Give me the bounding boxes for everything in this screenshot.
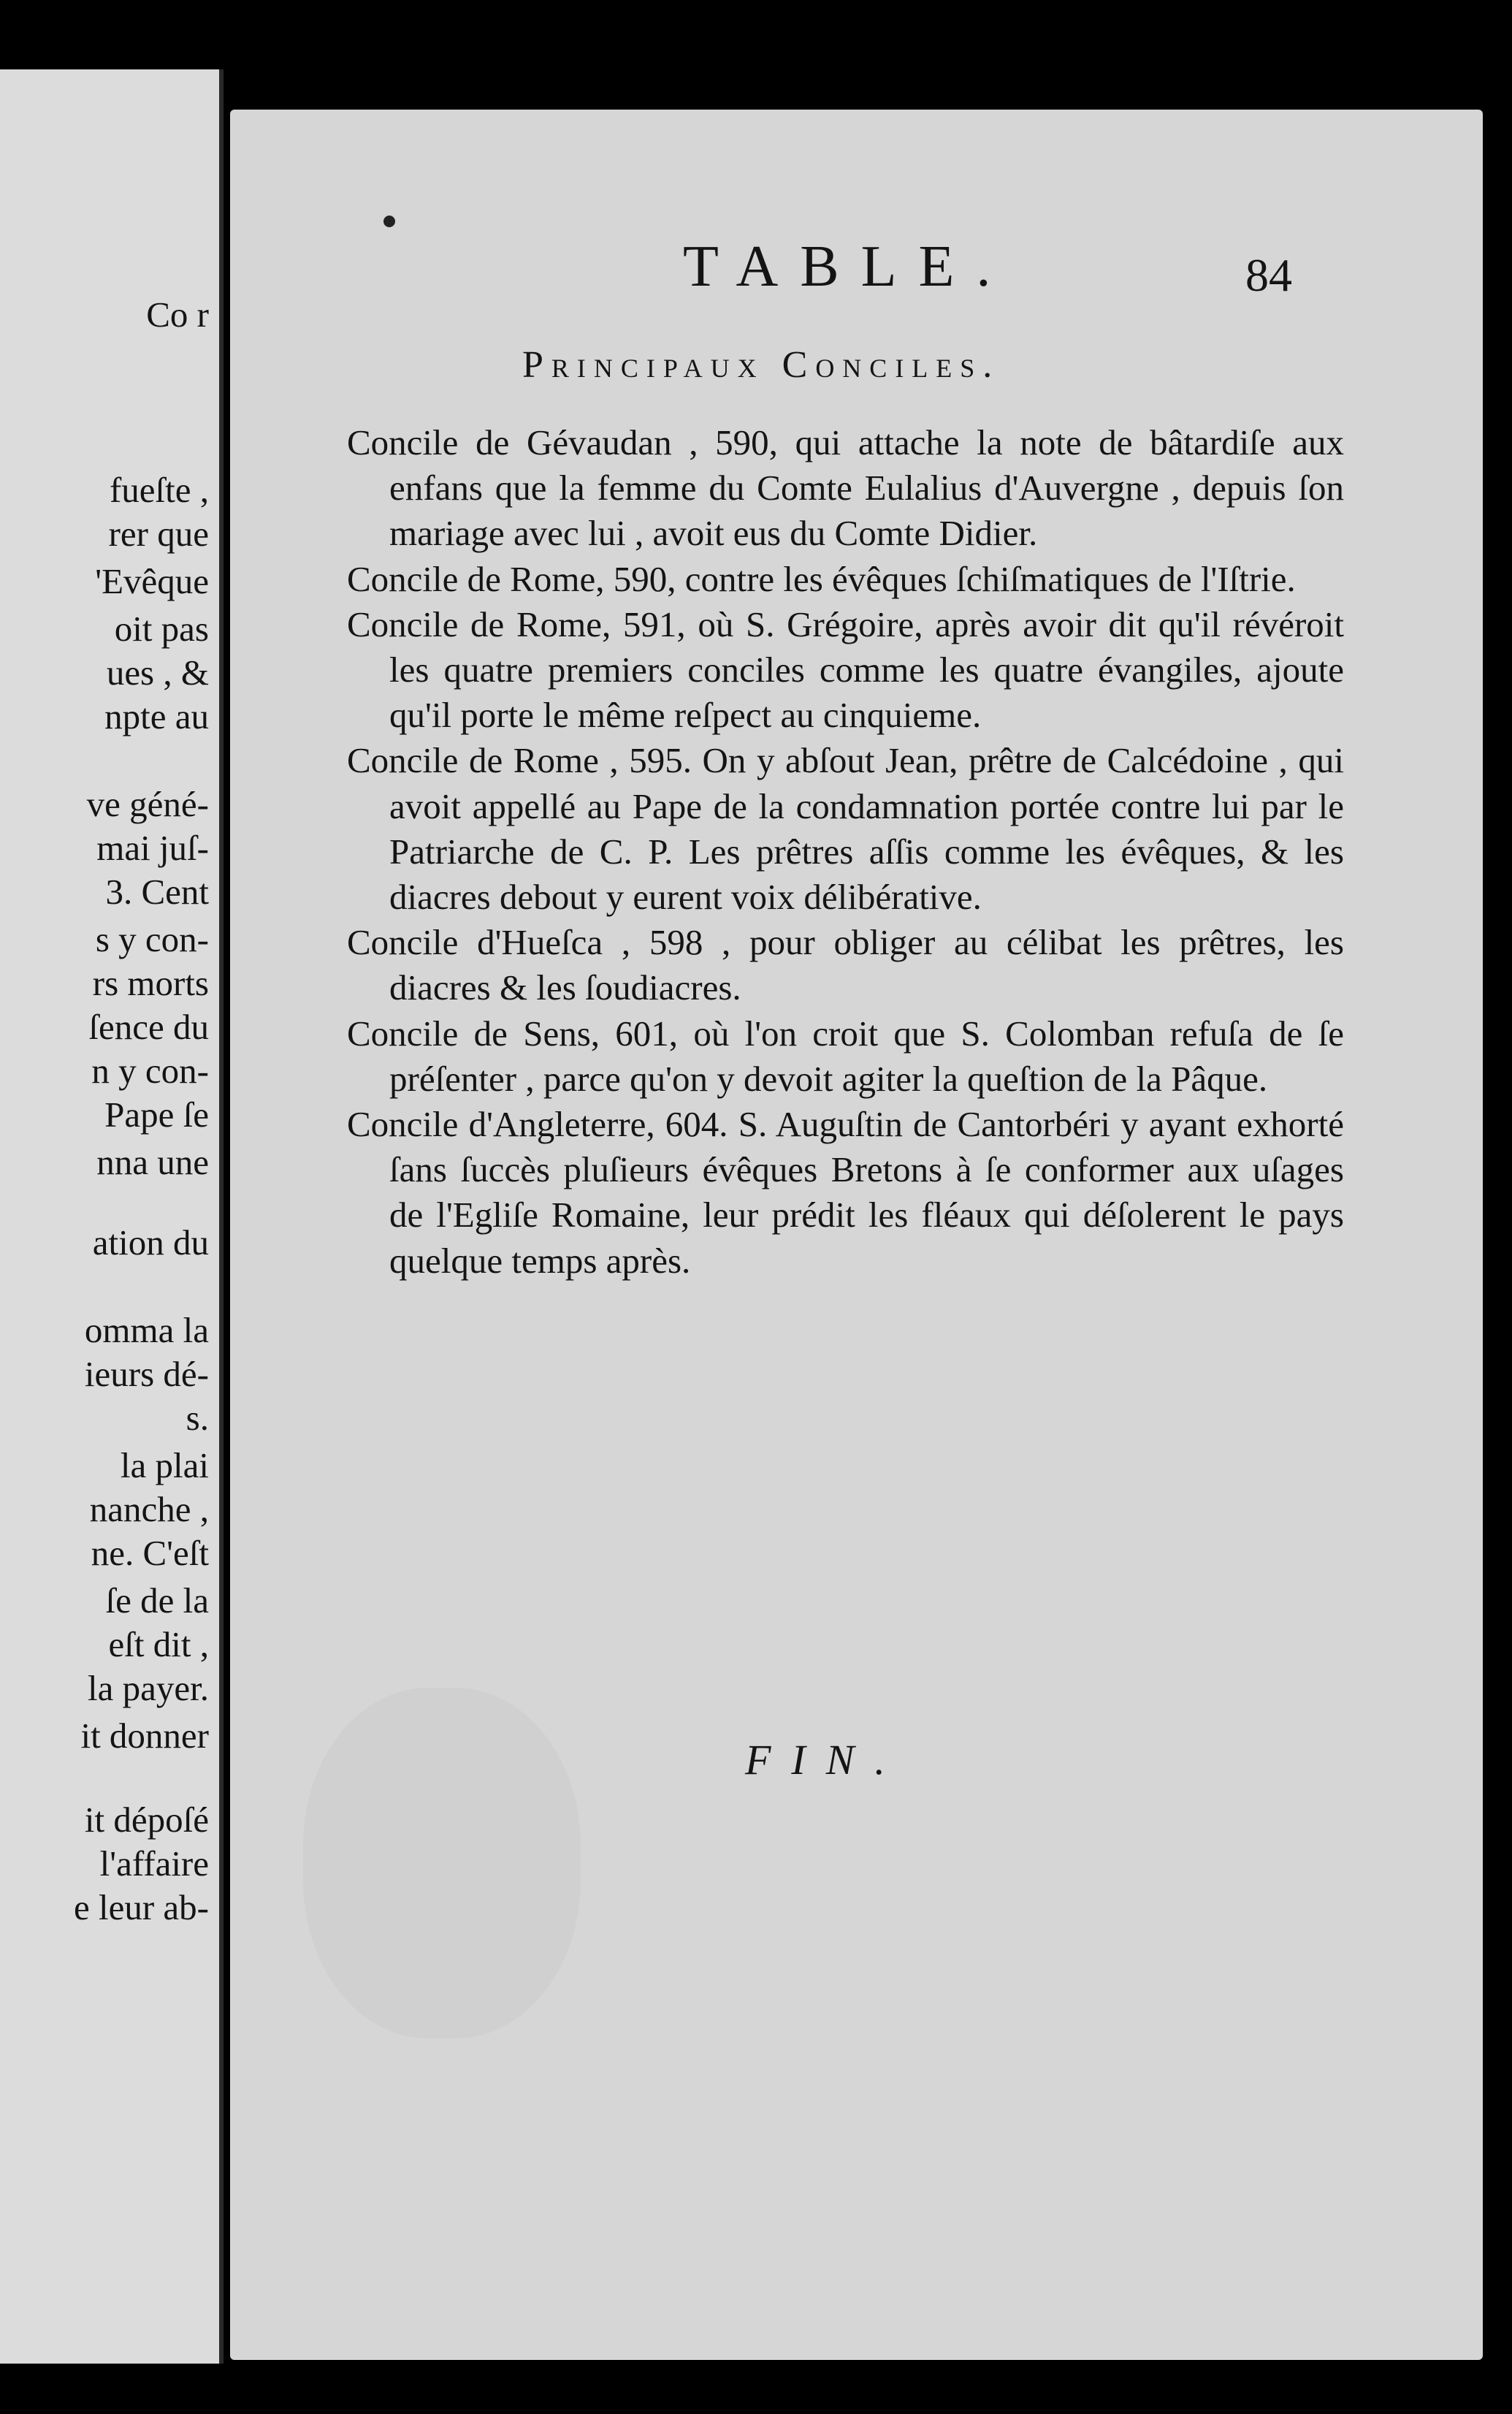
council-entry: Concile de Rome, 590, contre les évêques ſchiſmatiques de l'Iſtrie.	[347, 558, 1296, 599]
page-number: 84	[1245, 249, 1292, 301]
page	[230, 110, 1483, 2360]
left-page-line: nanche ,	[89, 1489, 209, 1529]
running-head-title: TABLE.	[683, 235, 1013, 299]
fin-mark: FIN.	[745, 1736, 906, 1783]
left-page-line: it donner	[80, 1716, 209, 1756]
left-page-line: s.	[186, 1398, 209, 1438]
left-page-line: Pape ſe	[104, 1094, 209, 1135]
left-page-line: mai juſ-	[96, 828, 209, 868]
left-page-line: ve géné-	[86, 784, 209, 824]
section-title: Principaux Conciles.	[522, 344, 1001, 386]
left-page-line: rer que	[108, 514, 209, 554]
left-page-line: la plai	[120, 1445, 209, 1485]
left-page-line: 3. Cent	[105, 872, 209, 912]
left-page-line: s y con-	[95, 919, 209, 959]
left-page-line: omma la	[84, 1310, 209, 1350]
ink-spot	[383, 216, 395, 227]
left-page-line: nna une	[96, 1142, 209, 1182]
council-entry: Concile d'Hueſca , 598 , pour obliger au célibat les prêtres, les diacres & les ſoudiacres.	[347, 922, 1344, 1008]
left-page-line: ues , &	[106, 652, 209, 693]
left-page-line: npte au	[104, 696, 209, 736]
left-page-line: e leur ab-	[74, 1887, 209, 1927]
left-page-line: ne. C'eſt	[91, 1533, 209, 1573]
left-page-line: rs morts	[92, 963, 209, 1003]
left-page-line: l'affaire	[99, 1843, 209, 1884]
left-page-line: n y con-	[91, 1051, 209, 1091]
council-entry: Concile d'Angleterre, 604. S. Auguſtin de Cantorbéri y ayant exhorté ſans ſuccès pluſieurs évêques Bretons à ſe conformer aux uſages de l'Egliſe Romaine, leur prédit les fléaux qui déſolerent le pays quelque temps après.	[347, 1104, 1344, 1281]
left-page-line: it dépoſé	[84, 1800, 209, 1840]
left-page-line: la payer.	[88, 1668, 209, 1708]
previous-page-edge	[0, 69, 224, 2364]
left-page-line: oit pas	[114, 609, 209, 649]
left-page-line: eſt dit ,	[108, 1624, 209, 1664]
council-entries	[347, 420, 1344, 1284]
left-page-line: ieurs dé-	[84, 1354, 209, 1394]
council-entry: Concile de Gévaudan , 590, qui attache la note de bâtardiſe aux enfans que la femme du Comte Eulalius d'Auvergne , depuis ſon mariage avec lui , avoit eus du Comte Didier.	[347, 422, 1344, 554]
left-page-line: fueſte ,	[109, 470, 209, 510]
left-page-line: ſe de la	[105, 1580, 209, 1621]
council-entry: Concile de Rome , 595. On y abſout Jean, prêtre de Calcédoine , qui avoit appellé au Pape de la condamnation portée contre lui par le Patriarche de C. P. Les prêtres aſſis comme les évêques, & les diacres debout y eurent voix délibérative.	[347, 740, 1344, 918]
council-entry: Concile de Rome, 591, où S. Grégoire, après avoir dit qu'il révéroit les quatre premiers conciles comme les quatre évangiles, ajoute qu'il porte le même reſpect au cinquieme.	[347, 604, 1344, 736]
left-page-line: Co r	[146, 294, 209, 335]
left-page-line: 'Evêque	[95, 561, 209, 601]
left-page-line: ſence du	[88, 1007, 209, 1047]
paper-stain	[303, 1688, 581, 2038]
council-entry: Concile de Sens, 601, où l'on croit que S. Colomban refuſa de ſe préſenter , parce qu'on y devoit agiter la queſtion de la Pâque.	[347, 1013, 1344, 1099]
left-page-line: ation du	[92, 1222, 209, 1263]
